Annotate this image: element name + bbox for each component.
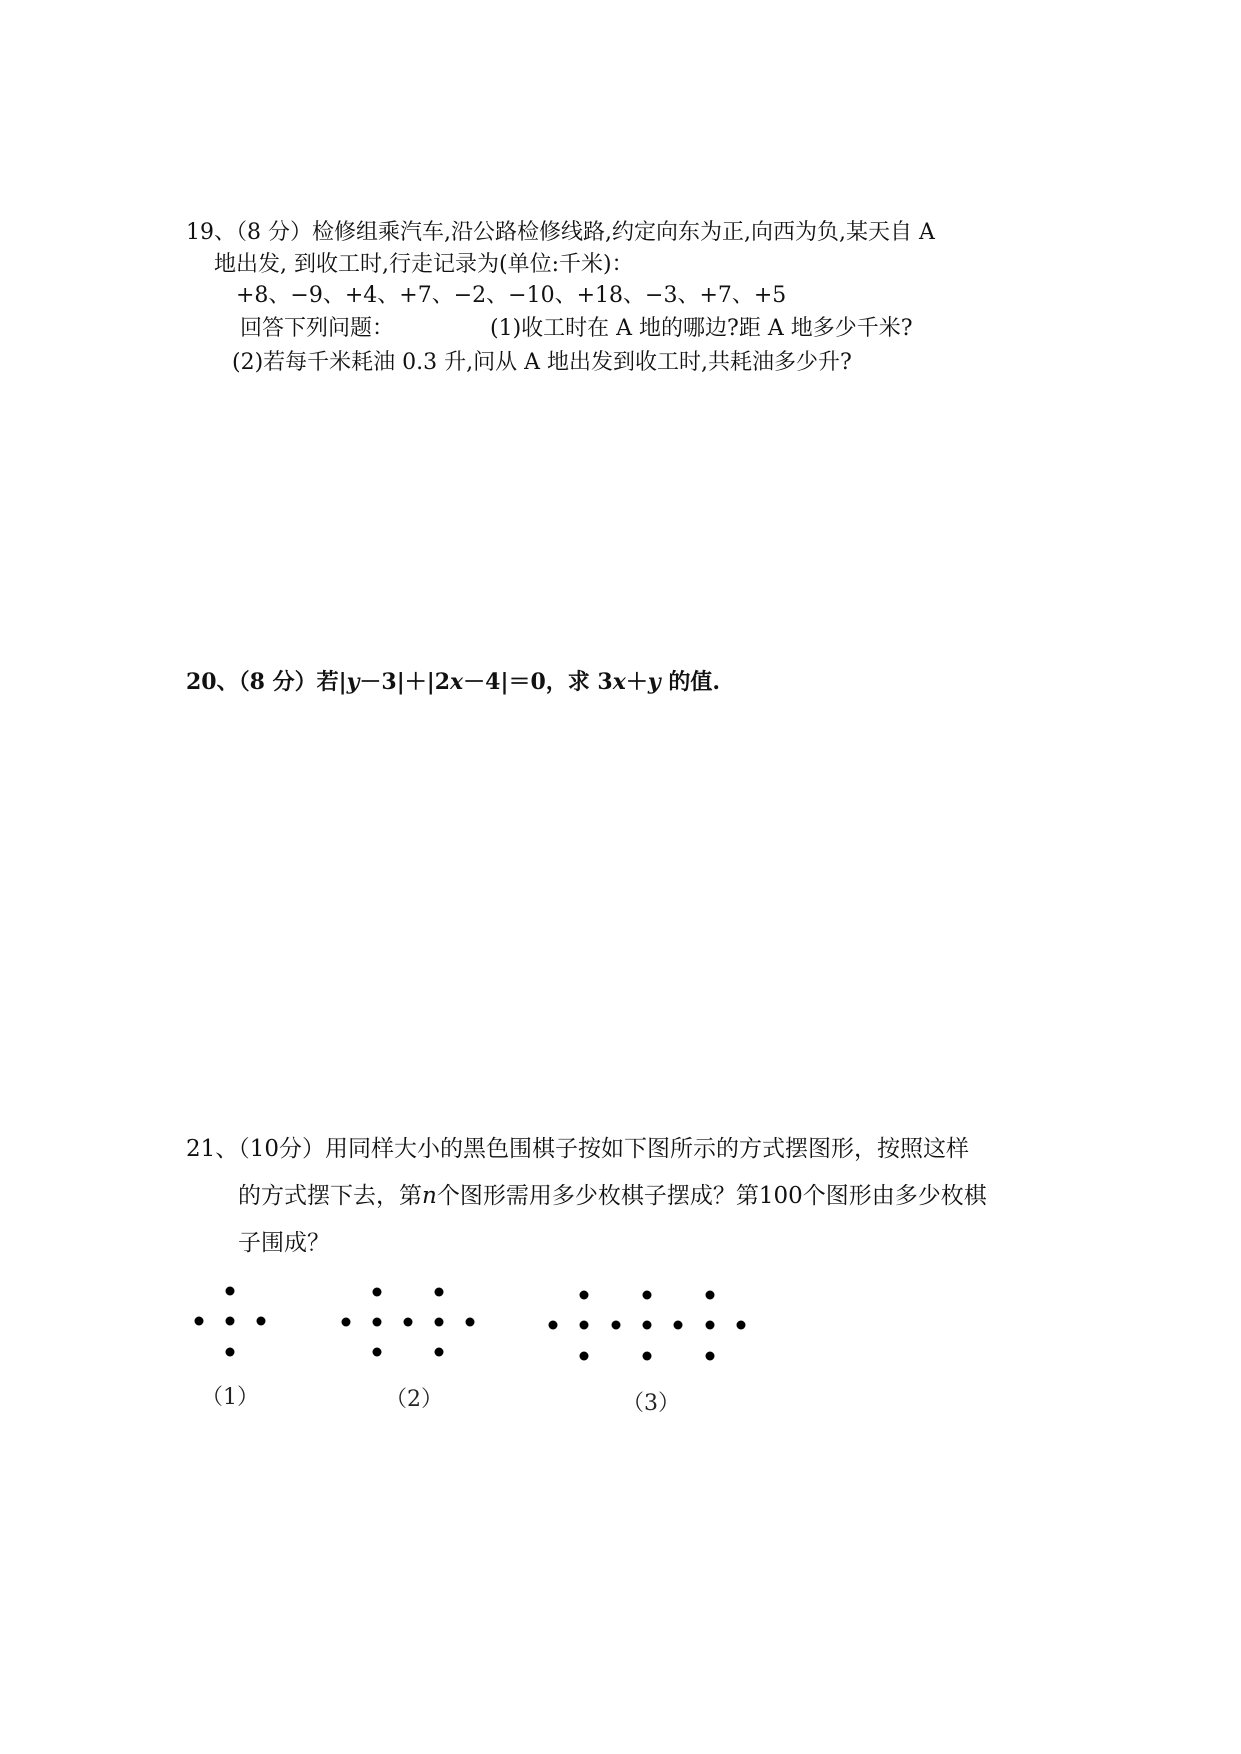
go-stone (706, 1291, 715, 1300)
go-stone (706, 1321, 715, 1330)
figure-label-3: （3） (622, 1391, 680, 1416)
q21-line2-a: 的方式摆下去，第 (238, 1183, 422, 1209)
q19-part2: (2)若每千米耗油 0.3 升,问从 A 地出发到收工时,共耗油多少升? (232, 350, 852, 375)
q20-var-x: x (450, 669, 464, 695)
go-stone (674, 1321, 683, 1330)
q20-mid1: －3|＋|2 (359, 669, 451, 695)
q19-prompt: 回答下列问题： (240, 316, 395, 341)
go-stone (373, 1348, 382, 1357)
go-stone (580, 1352, 589, 1361)
go-stone (580, 1291, 589, 1300)
figure-3 (549, 1291, 746, 1417)
q20-var-x2: x (612, 669, 626, 695)
q20-prefix: 20、（8 分）若| (186, 669, 347, 695)
go-stone (706, 1352, 715, 1361)
q20-suffix: 的值. (660, 669, 720, 695)
go-stone (226, 1348, 235, 1357)
figure-2 (342, 1288, 475, 1413)
q21-line2 (238, 1180, 987, 1212)
go-stone (612, 1321, 621, 1330)
go-stone (373, 1318, 382, 1327)
go-stone (342, 1318, 351, 1327)
go-stone (580, 1321, 589, 1330)
go-stone (226, 1317, 235, 1326)
go-stone (643, 1291, 652, 1300)
q20-mid2: －4|＝0，求 3 (463, 669, 613, 695)
figure-label-2: （2） (385, 1387, 443, 1412)
go-stone (195, 1317, 204, 1326)
q21-var-n: n (422, 1183, 437, 1209)
q19-line2: 地出发, 到收工时,行走记录为(单位:千米)： (214, 252, 634, 277)
go-stone (435, 1318, 444, 1327)
q19-part1: (1)收工时在 A 地的哪边?距 A 地多少千米? (490, 316, 913, 341)
go-stone (435, 1288, 444, 1297)
q20-plus: ＋ (625, 669, 648, 695)
q21-line3: 子围成？ (238, 1230, 330, 1256)
q20-var-y: y (346, 669, 360, 695)
go-stone (435, 1348, 444, 1357)
figure-1 (195, 1287, 266, 1411)
q20-line (186, 667, 720, 697)
q19-line1: 19、（8 分）检修组乘汽车,沿公路检修线路,约定向东为正,向西为负,某天自 A (186, 220, 935, 245)
go-stone (643, 1321, 652, 1330)
go-stone (373, 1288, 382, 1297)
q20-var-y2: y (647, 669, 661, 695)
go-stone (549, 1321, 558, 1330)
go-stone (466, 1318, 475, 1327)
figure-label-1: （1） (201, 1385, 259, 1410)
go-stone (737, 1321, 746, 1330)
go-stone (643, 1352, 652, 1361)
go-stone (404, 1318, 413, 1327)
go-stone (226, 1287, 235, 1296)
q19-record-values: +8、−9、+4、+7、−2、−10、+18、−3、+7、+5 (236, 283, 787, 308)
q21-line2-b: 个图形需用多少枚棋子摆成？第100个图形由多少枚棋 (436, 1183, 987, 1209)
go-stone (257, 1317, 266, 1326)
q21-line1: 21、（10分）用同样大小的黑色围棋子按如下图所示的方式摆图形，按照这样 (186, 1136, 970, 1162)
